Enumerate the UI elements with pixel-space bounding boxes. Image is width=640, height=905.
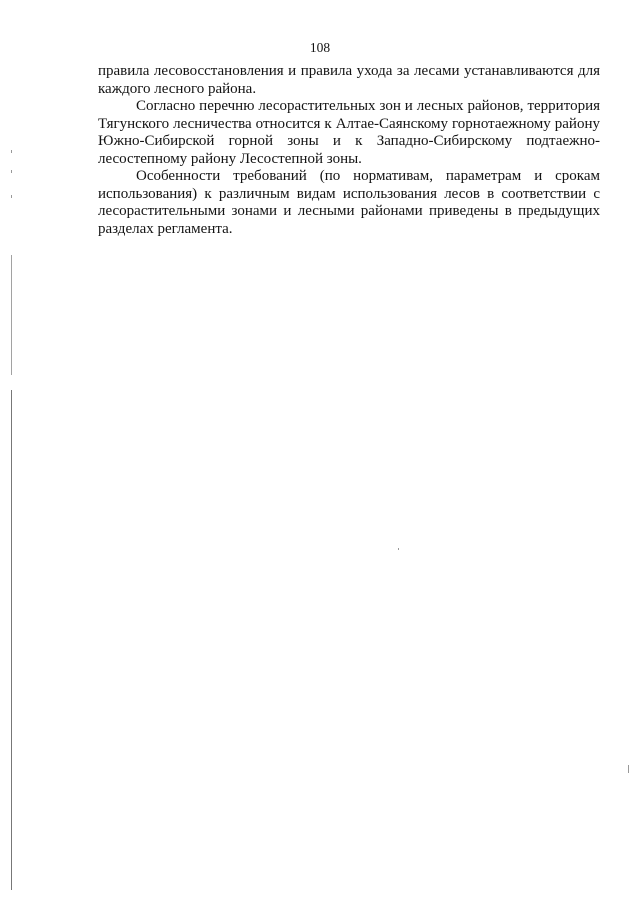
scan-edge-mark	[11, 390, 12, 890]
scan-dot	[398, 548, 399, 550]
page-number: 108	[309, 40, 331, 55]
scan-edge-mark	[11, 255, 12, 375]
body-text	[98, 63, 600, 238]
paragraph-2: Согласно перечню лесорастительных зон и лесных районов, территория Тягунского лесничества относится к Алтае-Саянскому горнотаежному району Южно-Сибирской горной зоны и к Западно-Сибирскому подтаежно-лесостепному району Лесостепной зоны.	[98, 98, 600, 167]
scan-dot	[11, 195, 12, 198]
scan-dot	[11, 170, 12, 173]
paragraph-3: Особенности требований (по нормативам, параметрам и срокам использования) к различным видам использования лесов в соответствии с лесорастительными зонами и лесными районами приведены в предыдущих разделах регламента.	[98, 168, 600, 237]
paragraph-1: правила лесовосстановления и правила ухода за лесами устанавливаются для каждого лесного района.	[98, 63, 600, 97]
scan-dot	[11, 150, 12, 153]
scan-dot	[628, 765, 629, 773]
